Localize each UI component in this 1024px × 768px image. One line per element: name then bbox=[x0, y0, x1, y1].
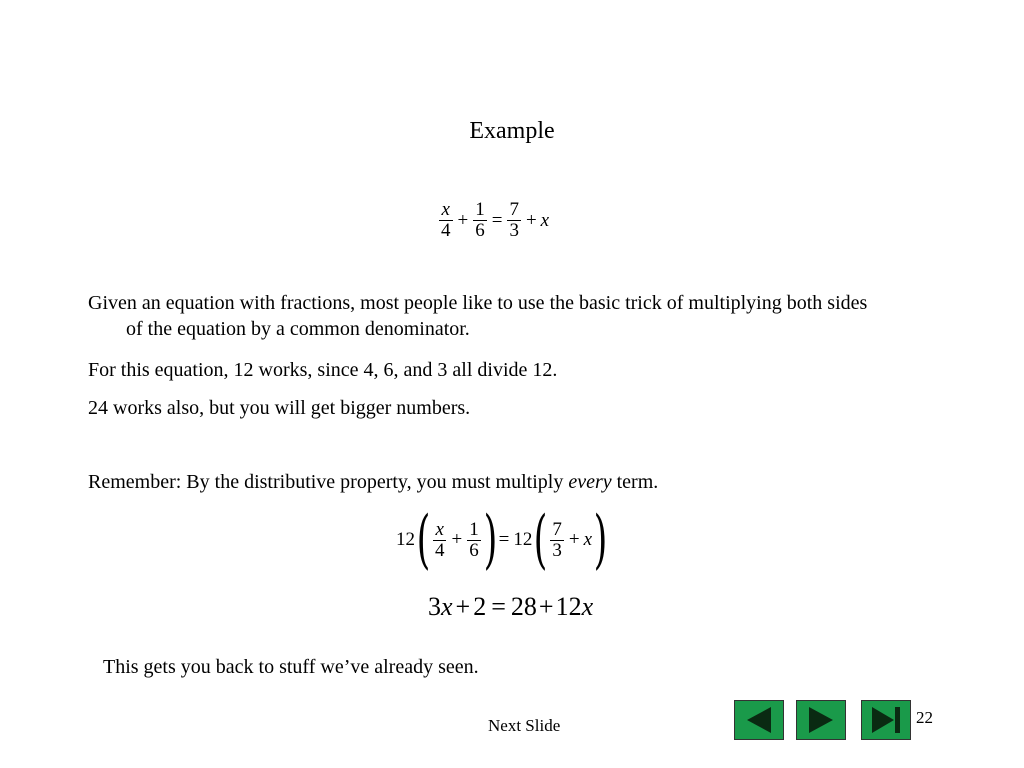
forward-triangle-icon bbox=[797, 701, 845, 739]
fraction-7-over-3: $\frac{7}{3}$ bbox=[552, 518, 562, 561]
paragraph-intro: Given an equation with fractions, most people like to use the basic trick of multiplying both sides of the equation by a common denominator. bbox=[88, 292, 868, 340]
slide-title: Example bbox=[469, 118, 555, 144]
last-slide-icon bbox=[862, 701, 910, 739]
paragraph-conclusion: This gets you back to stuff we’ve already seen. bbox=[103, 656, 479, 678]
equation-simplified: 3x + 2 = 28+12x bbox=[428, 592, 594, 621]
fraction-x-over-4: $\frac{x}{4}$ bbox=[441, 199, 451, 241]
next-slide-link[interactable]: Next Slide bbox=[488, 716, 561, 735]
next-slide-button[interactable] bbox=[796, 700, 846, 740]
equation-original: $\frac{x}{4}$ + $\frac{1}{6}$ = $\frac{7}{3}$ + x bbox=[441, 199, 550, 241]
fraction-1-over-6: $\frac{1}{6}$ bbox=[475, 199, 485, 241]
paragraph-remember: Remember: By the distributive property, you must multiply every term. bbox=[88, 471, 659, 493]
paragraph-alternative: 24 works also, but you will get bigger numbers. bbox=[88, 397, 471, 419]
emphasis-every: every bbox=[568, 471, 612, 493]
paren-open: ( bbox=[416, 503, 431, 577]
previous-slide-button[interactable] bbox=[734, 700, 784, 740]
fraction-1-over-6: $\frac{1}{6}$ bbox=[469, 518, 479, 561]
paren-open: ( bbox=[533, 503, 548, 577]
fraction-x-over-4: $\frac{x}{4}$ bbox=[434, 518, 445, 561]
page-number: 22 bbox=[916, 708, 933, 727]
equation-multiplied: 12( $\frac{x}{4}$ + $\frac{1}{6}$ )= 12( $\frac{7}{3}$ + x) bbox=[396, 503, 608, 577]
last-slide-button[interactable] bbox=[861, 700, 911, 740]
paren-close: ) bbox=[483, 503, 498, 577]
back-triangle-icon bbox=[735, 701, 783, 739]
fraction-7-over-3: $\frac{7}{3}$ bbox=[509, 199, 519, 241]
paren-close: ) bbox=[593, 503, 608, 577]
paragraph-common-denominator: For this equation, 12 works, since 4, 6, and 3 all divide 12. bbox=[88, 359, 558, 381]
